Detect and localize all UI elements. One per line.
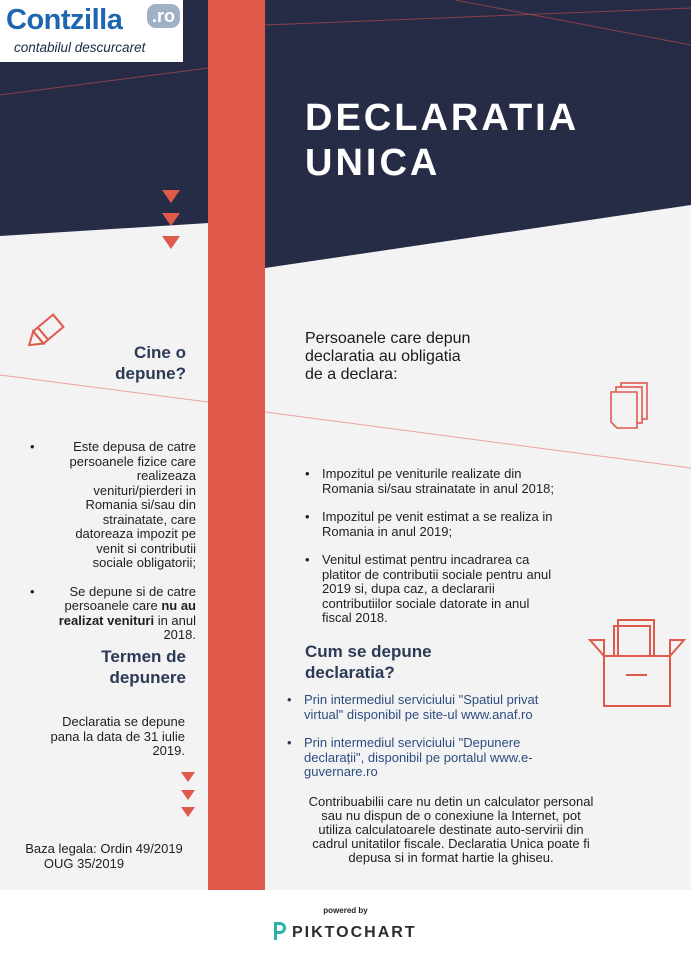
list-item: • Este depusa de catre persoanele fizice care realizeaza venituri/pierderi in Romania si/sau din strainatate, care datoreaza impozit pe venit si contributii sociale obligatorii; <box>55 440 196 571</box>
heading-cum-se-depune: Cum se depune declaratia? <box>305 642 432 682</box>
list-item: • Impozitul pe venit estimat a se realiza in Romania in anul 2019; <box>322 510 554 539</box>
logo[interactable] <box>0 0 183 62</box>
list-item: • Se depune si de catre persoanele care nu au realizat venituri in anul 2018. <box>55 585 196 643</box>
logo-tagline: contabilul descurcaret <box>14 40 146 55</box>
list-item: • Prin intermediul serviciului "Spatiul privat virtual" disponibil pe site-ul www.anaf.ro <box>304 693 554 722</box>
left-bullet-list <box>55 440 196 643</box>
list-item: • Impozitul pe veniturile realizate din Romania si/sau strainatate in anul 2018; <box>322 467 554 496</box>
logo-ro-badge: .ro <box>147 4 180 28</box>
intro-text: Persoanele care depun declaratia au obligatia de a declara: <box>305 330 471 383</box>
heading-termen-depunere: Termen de depunere <box>101 647 186 687</box>
coral-stripe <box>208 0 265 890</box>
piktochart-logo-icon <box>270 920 288 942</box>
note-text: Contribuabilii care nu detin un calculator personal sau nu dispun de o conexiune la Internet, pot utiliza calculatoarele destinate auto-servirii din cadrul unitatilor fiscale. Declaratia Unica poate fi depusa si in format hartie la ghiseu. <box>308 794 594 865</box>
piktochart-wordmark[interactable]: PIKTOCHART <box>292 924 417 941</box>
right-bullet-list <box>322 467 554 626</box>
logo-wordmark: Contzilla <box>6 4 123 36</box>
list-item: • Venitul estimat pentru incadrarea ca platitor de contributii sociale pentru anul 2019 si, dupa caz, a declararii contributiilor sociale datorate in anul fiscal 2018. <box>322 553 554 626</box>
documents-icon <box>611 383 647 428</box>
powered-by-label: powered by <box>323 906 368 915</box>
how-to-list <box>304 693 554 780</box>
deadline-text: Declaratia se depune pana la data de 31 iulie 2019. <box>50 714 185 758</box>
page-title: DECLARATIA UNICA <box>305 97 580 184</box>
heading-cine-depune: Cine o depune? <box>115 343 186 383</box>
legal-basis: Baza legala: Ordin 49/2019 OUG 35/2019 <box>25 841 183 871</box>
list-item: • Prin intermediul serviciului "Depunere declarații", disponibil pe portalul www.e-guvernare.ro <box>304 736 554 780</box>
